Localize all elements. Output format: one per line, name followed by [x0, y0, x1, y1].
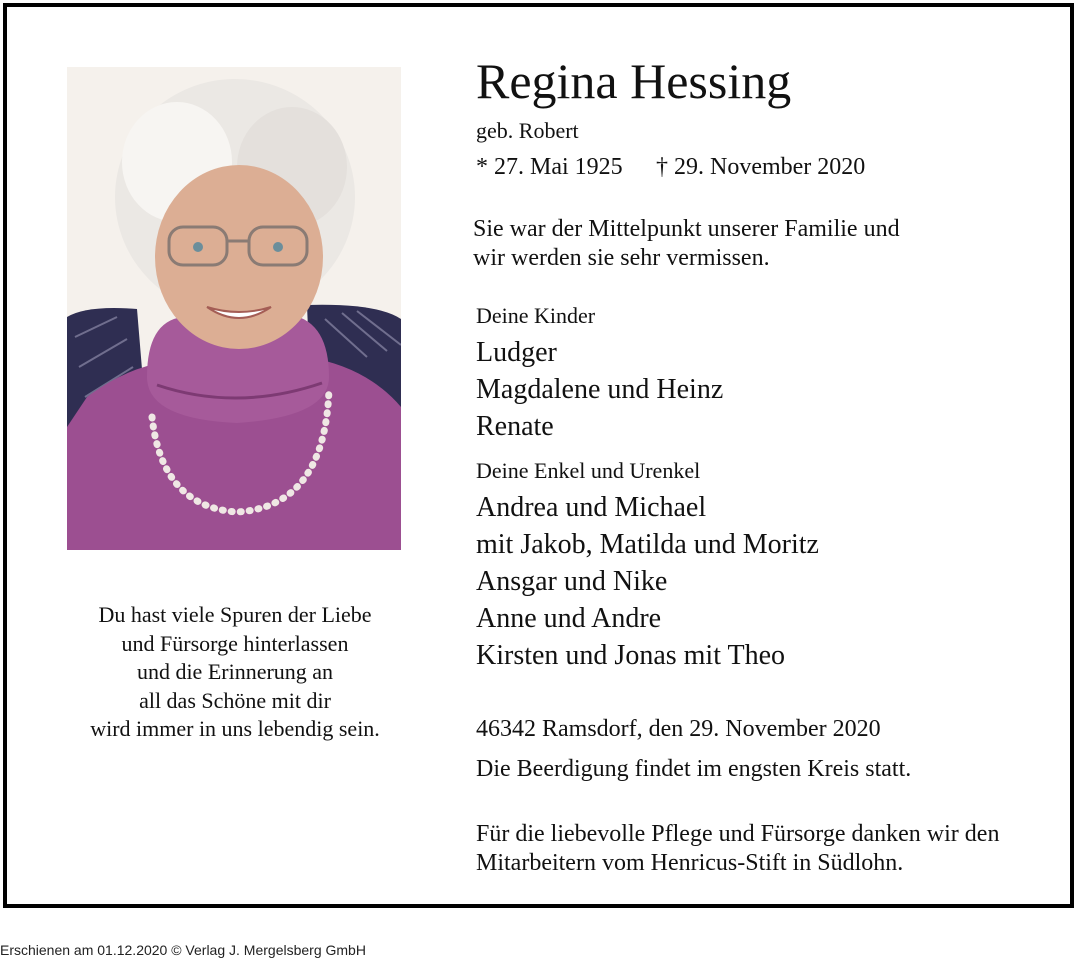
children-heading: Deine Kinder	[476, 303, 596, 328]
grandchild-name: Kirsten und Jonas mit Theo	[476, 640, 786, 671]
memorial-poem	[57, 601, 413, 744]
publication-footer: Erschienen am 01.12.2020 © Verlag J. Mergelsberg GmbH	[0, 942, 366, 958]
grandchildren-heading: Deine Enkel und Urenkel	[476, 458, 701, 483]
grandchild-name: Anne und Andre	[476, 603, 662, 634]
poem-line: Du hast viele Spuren der Liebe	[98, 602, 372, 627]
birth-date: * 27. Mai 1925	[476, 154, 623, 180]
tribute-line: Sie war der Mittelpunkt unserer Familie und	[473, 216, 900, 242]
poem-line: und Fürsorge hinterlassen	[121, 630, 349, 656]
grandchild-name: mit Jakob, Matilda und Moritz	[476, 529, 819, 560]
thanks-line: Für die liebevolle Pflege und Fürsorge danken wir den	[476, 821, 1000, 847]
poem-line: wird immer in uns lebendig sein.	[90, 716, 380, 741]
death-date: † 29. November 2020	[656, 154, 866, 180]
deceased-name: Regina Hessing	[476, 53, 792, 109]
funeral-note: Die Beerdigung findet im engsten Kreis statt.	[476, 756, 912, 782]
tribute-line: wir werden sie sehr vermissen.	[473, 245, 770, 271]
poem-line: all das Schöne mit dir	[139, 687, 331, 713]
poem-line: und die Erinnerung an	[136, 659, 334, 684]
child-name: Renate	[476, 411, 554, 442]
place-date: 46342 Ramsdorf, den 29. November 2020	[476, 716, 881, 742]
thanks-line: Mitarbeitern vom Henricus-Stift in Südlohn.	[476, 850, 904, 876]
child-name: Magdalene und Heinz	[476, 374, 724, 405]
portrait-photo	[67, 67, 401, 550]
child-name: Ludger	[476, 337, 557, 368]
portrait-illustration	[67, 67, 401, 550]
grandchild-name: Ansgar und Nike	[476, 566, 668, 597]
obituary-frame	[3, 3, 1074, 908]
grandchild-name: Andrea und Michael	[476, 492, 707, 523]
maiden-name: geb. Robert	[476, 118, 579, 143]
